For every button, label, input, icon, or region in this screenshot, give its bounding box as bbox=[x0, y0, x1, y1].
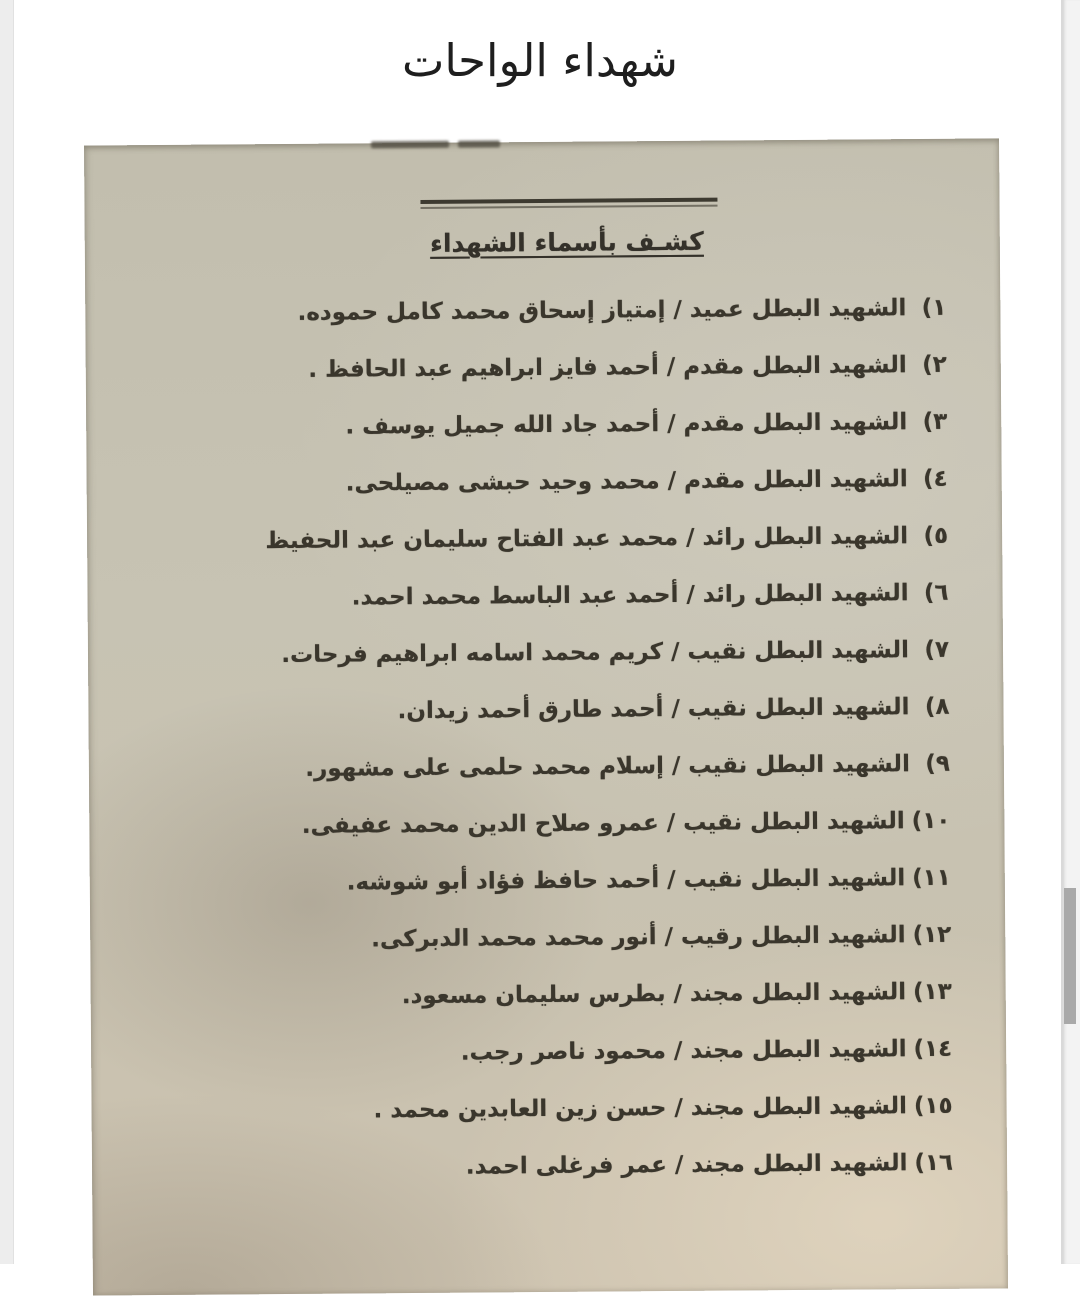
martyr-row bbox=[104, 678, 949, 742]
martyr-name: الشهيد البطل مقدم / أحمد جاد الله جميل يوسف . bbox=[345, 408, 908, 440]
martyr-name: الشهيد البطل رائد / محمد عبد الفتاح سليمان عبد الحفيظ bbox=[265, 522, 909, 554]
martyr-number: ١٣) bbox=[912, 978, 952, 1005]
martyr-number: ٥) bbox=[923, 522, 949, 549]
martyr-row bbox=[107, 1020, 952, 1084]
martyr-number: ٤) bbox=[922, 465, 948, 492]
martyr-row bbox=[101, 279, 946, 343]
martyr-row bbox=[105, 792, 950, 856]
paper bbox=[84, 138, 1008, 1295]
martyr-row bbox=[102, 450, 947, 514]
martyr-number: ١٤) bbox=[913, 1035, 953, 1062]
martyr-name: الشهيد البطل نقيب / كريم محمد اسامه ابراهيم فرحات. bbox=[281, 636, 910, 668]
martyr-row bbox=[103, 564, 948, 628]
martyr-row bbox=[106, 849, 951, 913]
martyr-number: ١٥) bbox=[913, 1092, 953, 1119]
martyr-name: الشهيد البطل نقيب / إسلام محمد حلمى على مشهور. bbox=[305, 750, 910, 782]
martyr-name: الشهيد البطل رقيب / أنور محمد محمد الدبركى. bbox=[371, 921, 906, 952]
martyr-name: الشهيد البطل عميد / إمتياز إسحاق محمد كامل حموده. bbox=[297, 294, 907, 326]
martyr-name: الشهيد البطل مجند / بطرس سليمان مسعود. bbox=[401, 978, 907, 1009]
martyr-number: ١٠) bbox=[911, 807, 951, 834]
martyr-row bbox=[108, 1134, 953, 1198]
martyr-name: الشهيد البطل مقدم / محمد وحيد حبشى مصيلحى. bbox=[345, 465, 908, 497]
martyr-list bbox=[101, 279, 953, 1198]
martyr-number: ١٢) bbox=[912, 921, 952, 948]
martyr-number: ٧) bbox=[924, 636, 950, 663]
header-rule bbox=[420, 198, 717, 213]
martyr-number: ٢) bbox=[922, 351, 947, 378]
scrollbar-thumb[interactable] bbox=[1064, 888, 1076, 1024]
martyr-name: الشهيد البطل مجند / حسن زين العابدين محمد . bbox=[373, 1092, 908, 1123]
martyr-row bbox=[105, 735, 950, 799]
martyr-number: ٣) bbox=[922, 408, 948, 435]
martyr-number: ١٦) bbox=[914, 1149, 954, 1176]
martyr-row bbox=[106, 963, 951, 1027]
martyr-name: الشهيد البطل مجند / عمر فرغلى احمد. bbox=[465, 1149, 908, 1180]
martyr-row bbox=[103, 507, 948, 571]
martyr-row bbox=[107, 1077, 952, 1141]
document-photo bbox=[84, 142, 999, 1264]
martyr-name: الشهيد البطل رائد / أحمد عبد الباسط محمد احمد. bbox=[351, 579, 909, 611]
martyr-row bbox=[106, 906, 951, 970]
martyr-number: ١١) bbox=[912, 864, 951, 891]
martyr-name: الشهيد البطل مقدم / أحمد فايز ابراهيم عبد الحافظ . bbox=[308, 351, 907, 383]
left-gutter bbox=[0, 0, 14, 1264]
martyr-row bbox=[104, 621, 949, 685]
document-title: كشـف بأسماء الشهداء bbox=[429, 226, 704, 258]
letterhead-smudge bbox=[371, 140, 500, 148]
martyr-name: الشهيد البطل نقيب / عمرو صلاح الدين محمد عفيفى. bbox=[301, 807, 905, 839]
martyr-number: ٦) bbox=[923, 579, 949, 606]
martyr-number: ١) bbox=[921, 294, 947, 321]
martyr-name: الشهيد البطل مجند / محمود ناصر رجب. bbox=[460, 1035, 907, 1066]
martyr-number: ٩) bbox=[925, 750, 950, 777]
martyr-name: الشهيد البطل نقيب / أحمد طارق أحمد زيدان. bbox=[397, 693, 910, 724]
page-title: شهداء الواحات bbox=[402, 34, 678, 87]
martyr-row bbox=[102, 393, 947, 457]
scrollbar[interactable] bbox=[1061, 0, 1080, 1264]
martyr-row bbox=[102, 336, 947, 400]
martyr-name: الشهيد البطل نقيب / أحمد حافظ فؤاد أبو شوشه. bbox=[346, 864, 906, 896]
martyr-number: ٨) bbox=[924, 693, 950, 720]
